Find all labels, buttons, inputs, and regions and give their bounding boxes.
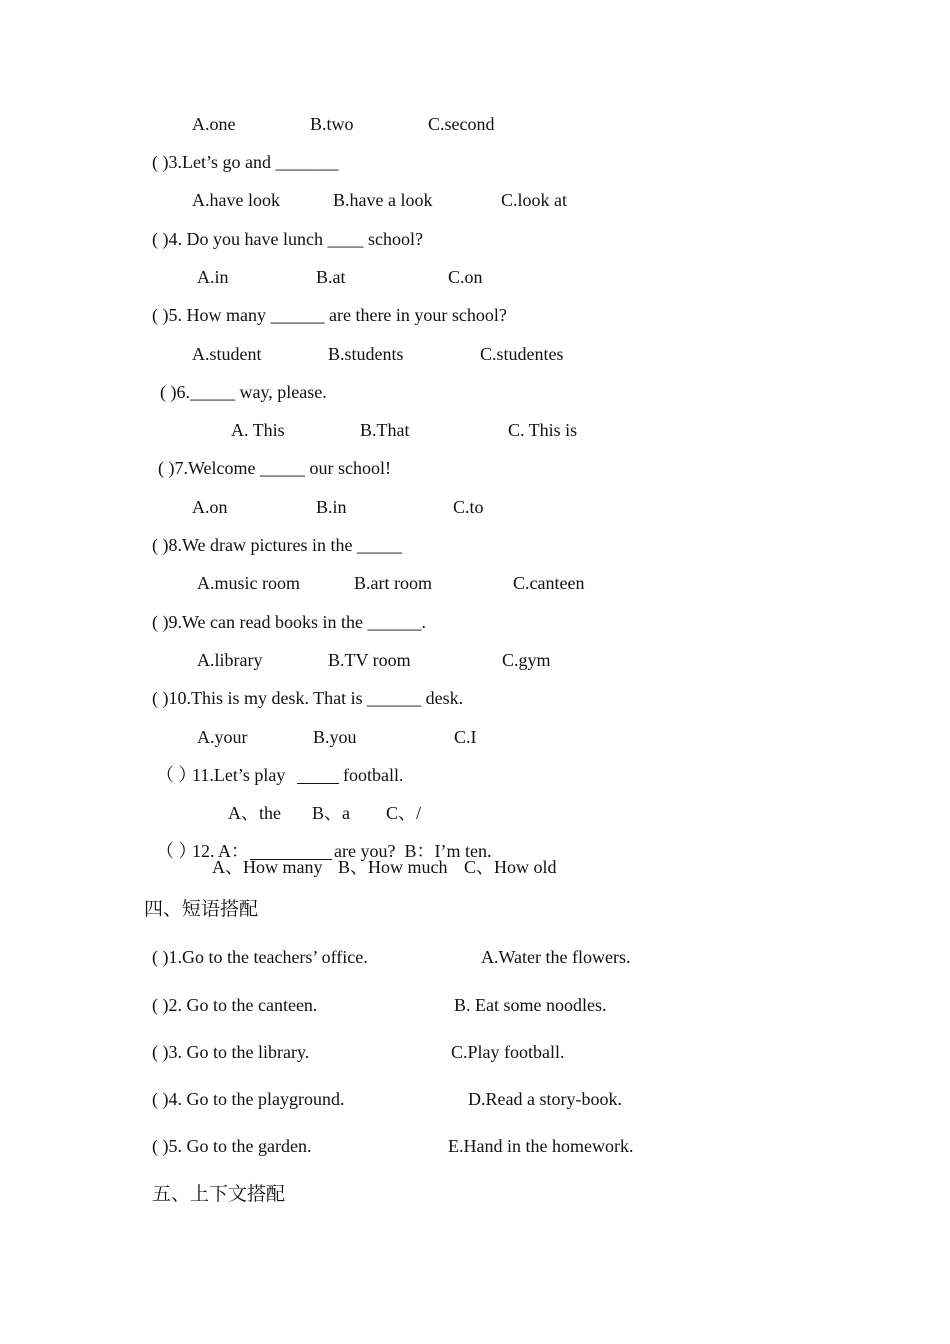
q9-option-a: A.library	[197, 650, 263, 670]
q4-option-a: A.in	[197, 267, 229, 287]
match-right-c: C.Play football.	[451, 1042, 565, 1062]
match-left-1: ( )1.Go to the teachers’ office.	[152, 947, 368, 967]
q9-stem: ( )9.We can read books in the ______.	[152, 612, 426, 632]
q5-option-c: C.studentes	[480, 344, 564, 364]
q5-option-a: A.student	[192, 344, 262, 364]
q6-option-c: C. This is	[508, 420, 578, 440]
match-right-a: A.Water the flowers.	[481, 947, 631, 967]
q2-option-a: A.one	[192, 114, 236, 134]
match-right-e: E.Hand in the homework.	[448, 1136, 634, 1156]
match-left-5: ( )5. Go to the garden.	[152, 1136, 312, 1156]
q2-option-c: C.second	[428, 114, 495, 134]
q8-stem: ( )8.We draw pictures in the _____	[152, 535, 402, 555]
q11-option-b: B、a	[312, 803, 350, 823]
q11-stem-a: 11.Let’s play	[192, 765, 286, 785]
q4-option-c: C.on	[448, 267, 483, 287]
q9-option-b: B.TV room	[328, 650, 411, 670]
q12-option-c: C、How old	[464, 857, 557, 877]
q6-option-b: B.That	[360, 420, 410, 440]
q2-option-b: B.two	[310, 114, 354, 134]
q3-option-b: B.have a look	[333, 190, 433, 210]
q5-option-b: B.students	[328, 344, 404, 364]
q8-option-c: C.canteen	[513, 573, 585, 593]
q10-option-b: B.you	[313, 727, 357, 747]
section4-title: 四、短语搭配	[144, 898, 259, 920]
q8-option-a: A.music room	[197, 573, 300, 593]
q12-paren: （ ）	[156, 841, 197, 861]
q10-stem: ( )10.This is my desk. That is ______ desk.	[152, 688, 464, 708]
q12-stem-a: 12. A：	[192, 841, 250, 861]
q12-stem-b: are you? B：I’m ten.	[334, 841, 492, 861]
q7-option-b: B.in	[316, 497, 347, 517]
q3-option-a: A.have look	[192, 190, 280, 210]
q6-stem: ( )6._____ way, please.	[160, 382, 327, 402]
q10-option-a: A.your	[197, 727, 248, 747]
q10-option-c: C.I	[454, 727, 477, 747]
q3-stem: ( )3.Let’s go and _______	[152, 152, 339, 172]
q12-option-a: A、How many	[212, 857, 323, 877]
match-left-2: ( )2. Go to the canteen.	[152, 995, 318, 1015]
q7-stem: ( )7.Welcome _____ our school!	[158, 458, 391, 478]
q11-paren: （ ）	[156, 765, 197, 785]
q9-option-c: C.gym	[502, 650, 551, 670]
q11-blank	[297, 783, 339, 784]
q12-option-b: B、How much	[338, 857, 448, 877]
q3-option-c: C.look at	[501, 190, 567, 210]
match-left-4: ( )4. Go to the playground.	[152, 1089, 345, 1109]
match-left-3: ( )3. Go to the library.	[152, 1042, 310, 1062]
match-right-d: D.Read a story-book.	[468, 1089, 622, 1109]
q11-option-a: A、the	[228, 803, 281, 823]
section5-title: 五、上下文搭配	[152, 1183, 286, 1205]
q8-option-b: B.art room	[354, 573, 432, 593]
q11-stem-b: football.	[343, 765, 404, 785]
q11-option-c: C、/	[386, 803, 422, 823]
q7-option-a: A.on	[192, 497, 228, 517]
q4-stem: ( )4. Do you have lunch ____ school?	[152, 229, 423, 249]
q5-stem: ( )5. How many ______ are there in your school?	[152, 305, 507, 325]
q7-option-c: C.to	[453, 497, 484, 517]
q6-option-a: A. This	[231, 420, 285, 440]
match-right-b: B. Eat some noodles.	[454, 995, 607, 1015]
q4-option-b: B.at	[316, 267, 346, 287]
